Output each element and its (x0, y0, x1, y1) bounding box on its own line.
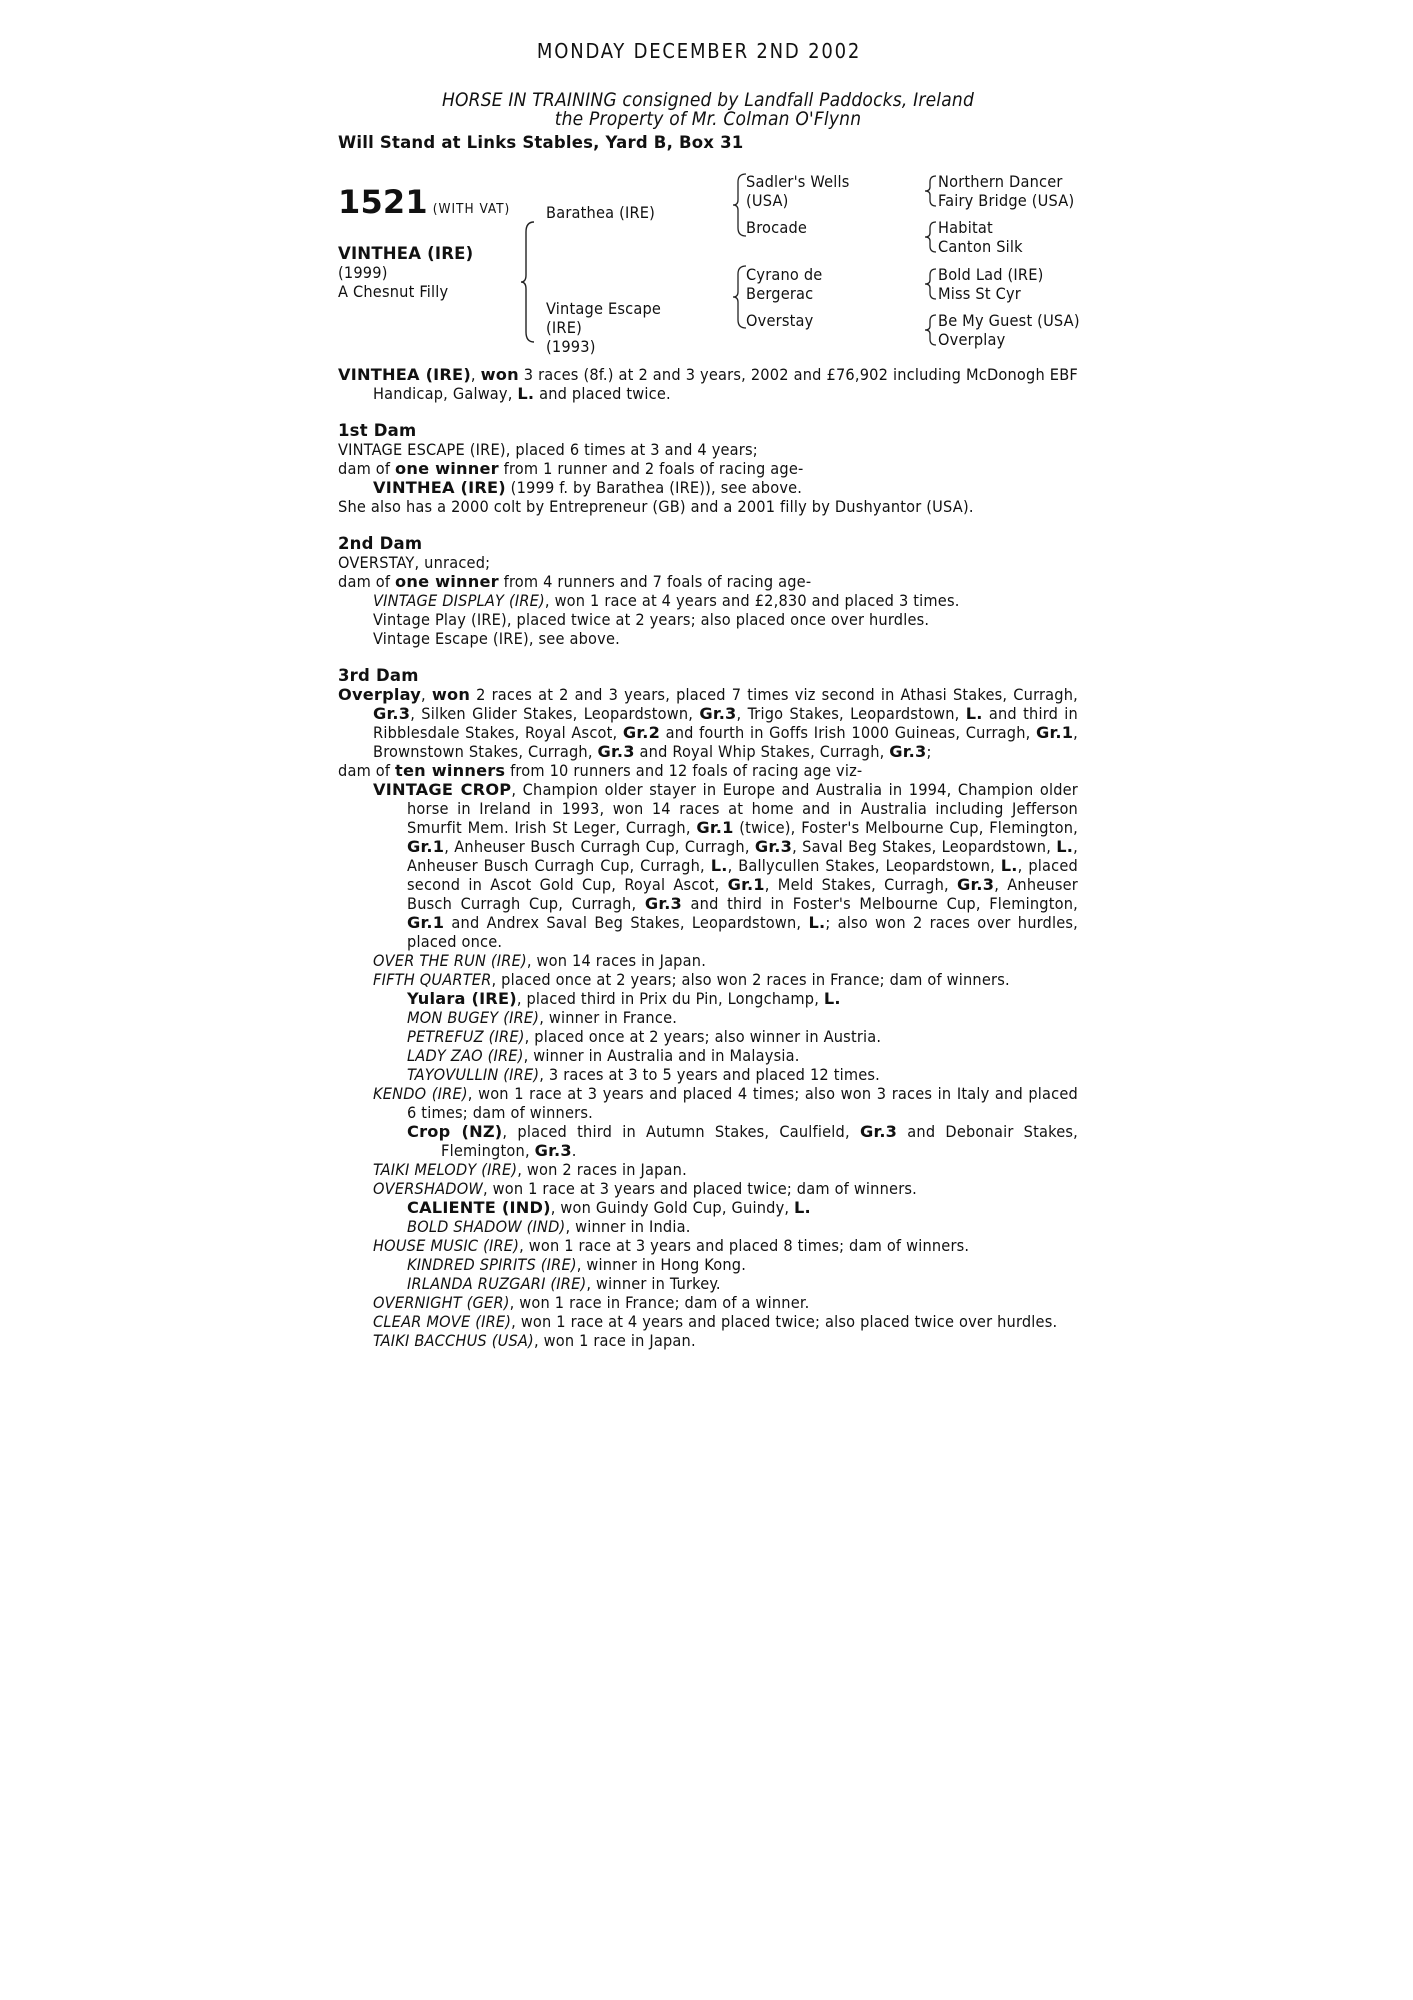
pedigree-dam-suffix: (IRE) (546, 318, 582, 337)
pedigree-dam-sire-cont: Bergerac (746, 284, 814, 303)
pedigree-ggsire-3: Bold Lad (IRE) (938, 265, 1044, 284)
produce-entry: TAIKI MELODY (IRE), won 2 races in Japan. (373, 1160, 687, 1179)
foal-name: VINTAGE DISPLAY (IRE) (373, 591, 545, 610)
pedigree-brace-main (520, 220, 536, 344)
consignment-info (338, 91, 1078, 129)
catalogue-page (338, 40, 1078, 1350)
grandproduce-entry: IRLANDA RUZGARI (IRE), winner in Turkey. (407, 1274, 721, 1293)
winners-count: ten winners (395, 761, 506, 780)
summary-horse-name: VINTHEA (IRE) (338, 365, 471, 384)
listed-badge: L. (517, 384, 535, 403)
third-dam-section (338, 666, 1078, 1350)
pedigree-ggsire-4: Be My Guest (USA) (938, 311, 1080, 330)
grandproduce-entry: TAYOVULLIN (IRE), 3 races at 3 to 5 years and placed 12 times. (407, 1065, 881, 1084)
grandproduce-entry: Crop (NZ), placed third in Autumn Stakes, Caulfield, Gr.3 and Debonair Stakes, Flemington, Gr.3. (407, 1122, 1078, 1160)
pedigree-dam-name: Vintage Escape (546, 299, 662, 318)
horse-description: A Chesnut Filly (338, 282, 449, 301)
second-dam-foal: Vintage Escape (IRE), see above. (373, 629, 620, 648)
grandproduce-entry: CALIENTE (IND), won Guindy Gold Cup, Guindy, L. (407, 1198, 811, 1217)
winners-count: one winner (395, 459, 499, 478)
second-dam-foal: Vintage Play (IRE), placed twice at 2 years; also placed once over hurdles. (373, 610, 930, 629)
pedigree-sire-sire-suffix: (USA) (746, 191, 789, 210)
horse-name: VINTHEA (IRE) (338, 244, 474, 263)
produce-entry: OVERNIGHT (GER), won 1 race in France; dam of a winner. (373, 1293, 810, 1312)
first-dam-note: She also has a 2000 colt by Entrepreneur (GB) and a 2001 filly by Dushyantor (USA). (338, 497, 974, 516)
grandproduce-entry: KINDRED SPIRITS (IRE), winner in Hong Kong. (407, 1255, 747, 1274)
third-dam-heading: 3rd Dam (338, 666, 419, 685)
owner-line: the Property of Mr. Colman O'Flynn (554, 108, 862, 130)
pedigree-brace-g3 (924, 267, 938, 301)
third-dam-produce: dam of ten winners from 10 runners and 12 foals of racing age viz- (338, 761, 863, 780)
produce-entry: FIFTH QUARTER, placed once at 2 years; also won 2 races in France; dam of winners. (373, 970, 1010, 989)
pedigree-ggsire-1: Northern Dancer (938, 172, 1063, 191)
pedigree-dam-dam: Overstay (746, 311, 814, 330)
produce-entry: VINTAGE CROP, Champion older stayer in Europe and Australia in 1994, Champion older horse in Ireland in 1993, won 14 races at home and in Australia including Jefferson Smurfit Mem. Irish St Leger, Curragh, Gr.1 (twice), Foster's Melbourne Cup, Flemington, Gr.1, Anheuser Busch Curragh Cup, Curragh, Gr.3, Saval Beg Stakes, Leopardstown, L., Anheuser Busch Curragh Cup, Curragh, L., Ballycullen Stakes, Leopardstown, L., placed second in Ascot Gold Cup, Royal Ascot, Gr.1, Meld Stakes, Curragh, Gr.3, Anheuser Busch Curragh Cup, Curragh, Gr.3 and third in Foster's Melbourne Cup, Flemington, Gr.1 and Andrex Saval Beg Stakes, Leopardstown, L.; also won 2 races over hurdles, placed once. (373, 780, 1078, 951)
second-dam-record: OVERSTAY, unraced; (338, 553, 491, 572)
second-dam-heading: 2nd Dam (338, 534, 423, 553)
winners-count: one winner (395, 572, 499, 591)
pedigree-brace-g2 (924, 220, 938, 254)
grandproduce-entry: PETREFUZ (IRE), placed once at 2 years; also winner in Austria. (407, 1027, 882, 1046)
second-dam-produce: dam of one winner from 4 runners and 7 foals of racing age- (338, 572, 812, 591)
produce-entry: HOUSE MUSIC (IRE), won 1 race at 3 years and placed 8 times; dam of winners. (373, 1236, 970, 1255)
vat-note: (WITH VAT) (432, 201, 511, 217)
lot-number: 1521 (338, 183, 428, 221)
produce-entry: OVER THE RUN (IRE), won 14 races in Japan. (373, 951, 707, 970)
first-dam-heading: 1st Dam (338, 421, 417, 440)
pedigree-sire-dam: Brocade (746, 218, 808, 237)
second-dam-section (338, 534, 1078, 648)
stable-location: Will Stand at Links Stables, Yard B, Box 31 (338, 133, 744, 152)
second-dam-foal: VINTAGE DISPLAY (IRE), won 1 race at 4 years and £2,830 and placed 3 times. (373, 591, 960, 610)
produce-entry: TAIKI BACCHUS (USA), won 1 race in Japan. (373, 1331, 696, 1350)
produce-entry: KENDO (IRE), won 1 race at 3 years and placed 4 times; also won 3 races in Italy and placed 6 times; dam of winners. (373, 1084, 1078, 1122)
pedigree-sire: Barathea (IRE) (546, 203, 656, 222)
foaling-year: (1999) (338, 263, 388, 282)
foal-name: VINTHEA (IRE) (373, 478, 506, 497)
pedigree-block (338, 172, 1078, 367)
summary-won: won (480, 365, 519, 384)
pedigree-brace-g1 (924, 174, 938, 208)
sale-date: MONDAY DECEMBER 2ND 2002 (536, 39, 862, 63)
first-dam-record: VINTAGE ESCAPE (IRE), placed 6 times at 3 and 4 years; (338, 440, 758, 459)
grandproduce-entry: MON BUGEY (IRE), winner in France. (407, 1008, 678, 1027)
produce-entry: CLEAR MOVE (IRE), won 1 race at 4 years and placed twice; also placed twice over hurdles. (373, 1312, 1058, 1331)
consignor-line: HORSE IN TRAINING consigned by Landfall Paddocks, Ireland (441, 89, 975, 111)
pedigree-ggdam-4: Overplay (938, 330, 1006, 349)
lot-header (338, 183, 511, 221)
first-dam-produce: dam of one winner from 1 runner and 2 foals of racing age- (338, 459, 804, 478)
summary-text-end: and placed twice. (534, 384, 671, 403)
grandproduce-entry: Yularа (IRE), placed third in Prix du Pin, Longchamp, L. (407, 989, 841, 1008)
pedigree-dam-sire: Cyrano de (746, 265, 823, 284)
pedigree-ggsire-2: Habitat (938, 218, 993, 237)
first-dam-section (338, 421, 1078, 516)
pedigree-ggdam-1: Fairy Bridge (USA) (938, 191, 1075, 210)
pedigree-sire-sire: Sadler's Wells (746, 172, 850, 191)
summary-text: 3 races (8f.) at 2 and 3 years, 2002 and £76,902 including McDonogh EBF Handicap, Galway, (373, 365, 1078, 403)
pedigree-brace-g4 (924, 313, 938, 347)
grandproduce-entry: BOLD SHADOW (IND), winner in India. (407, 1217, 691, 1236)
pedigree-ggdam-3: Miss St Cyr (938, 284, 1021, 303)
pedigree-ggdam-2: Canton Silk (938, 237, 1023, 256)
first-dam-foal: VINTHEA (IRE) (1999 f. by Barathea (IRE)), see above. (373, 478, 803, 497)
third-dam-record: Overplay, won 2 races at 2 and 3 years, placed 7 times viz second in Athasi Stakes, Curragh, Gr.3, Silken Glider Stakes, Leopardstown, Gr.3, Trigo Stakes, Leopardstown, L. and third in Ribblesdale Stakes, Royal Ascot, Gr.2 and fourth in Goffs Irish 1000 Guineas, Curragh, Gr.1, Brownstown Stakes, Curragh, Gr.3 and Royal Whip Stakes, Curragh, Gr.3; (338, 685, 1078, 761)
pedigree-dam-year: (1993) (546, 337, 596, 356)
produce-entry: OVERSHADOW, won 1 race at 3 years and placed twice; dam of winners. (373, 1179, 918, 1198)
grandproduce-entry: LADY ZAO (IRE), winner in Australia and in Malaysia. (407, 1046, 800, 1065)
race-record-summary: VINTHEA (IRE), won 3 races (8f.) at 2 and 3 years, 2002 and £76,902 including McDonogh EBF Handicap, Galway, L. and placed twice. (338, 365, 1078, 403)
